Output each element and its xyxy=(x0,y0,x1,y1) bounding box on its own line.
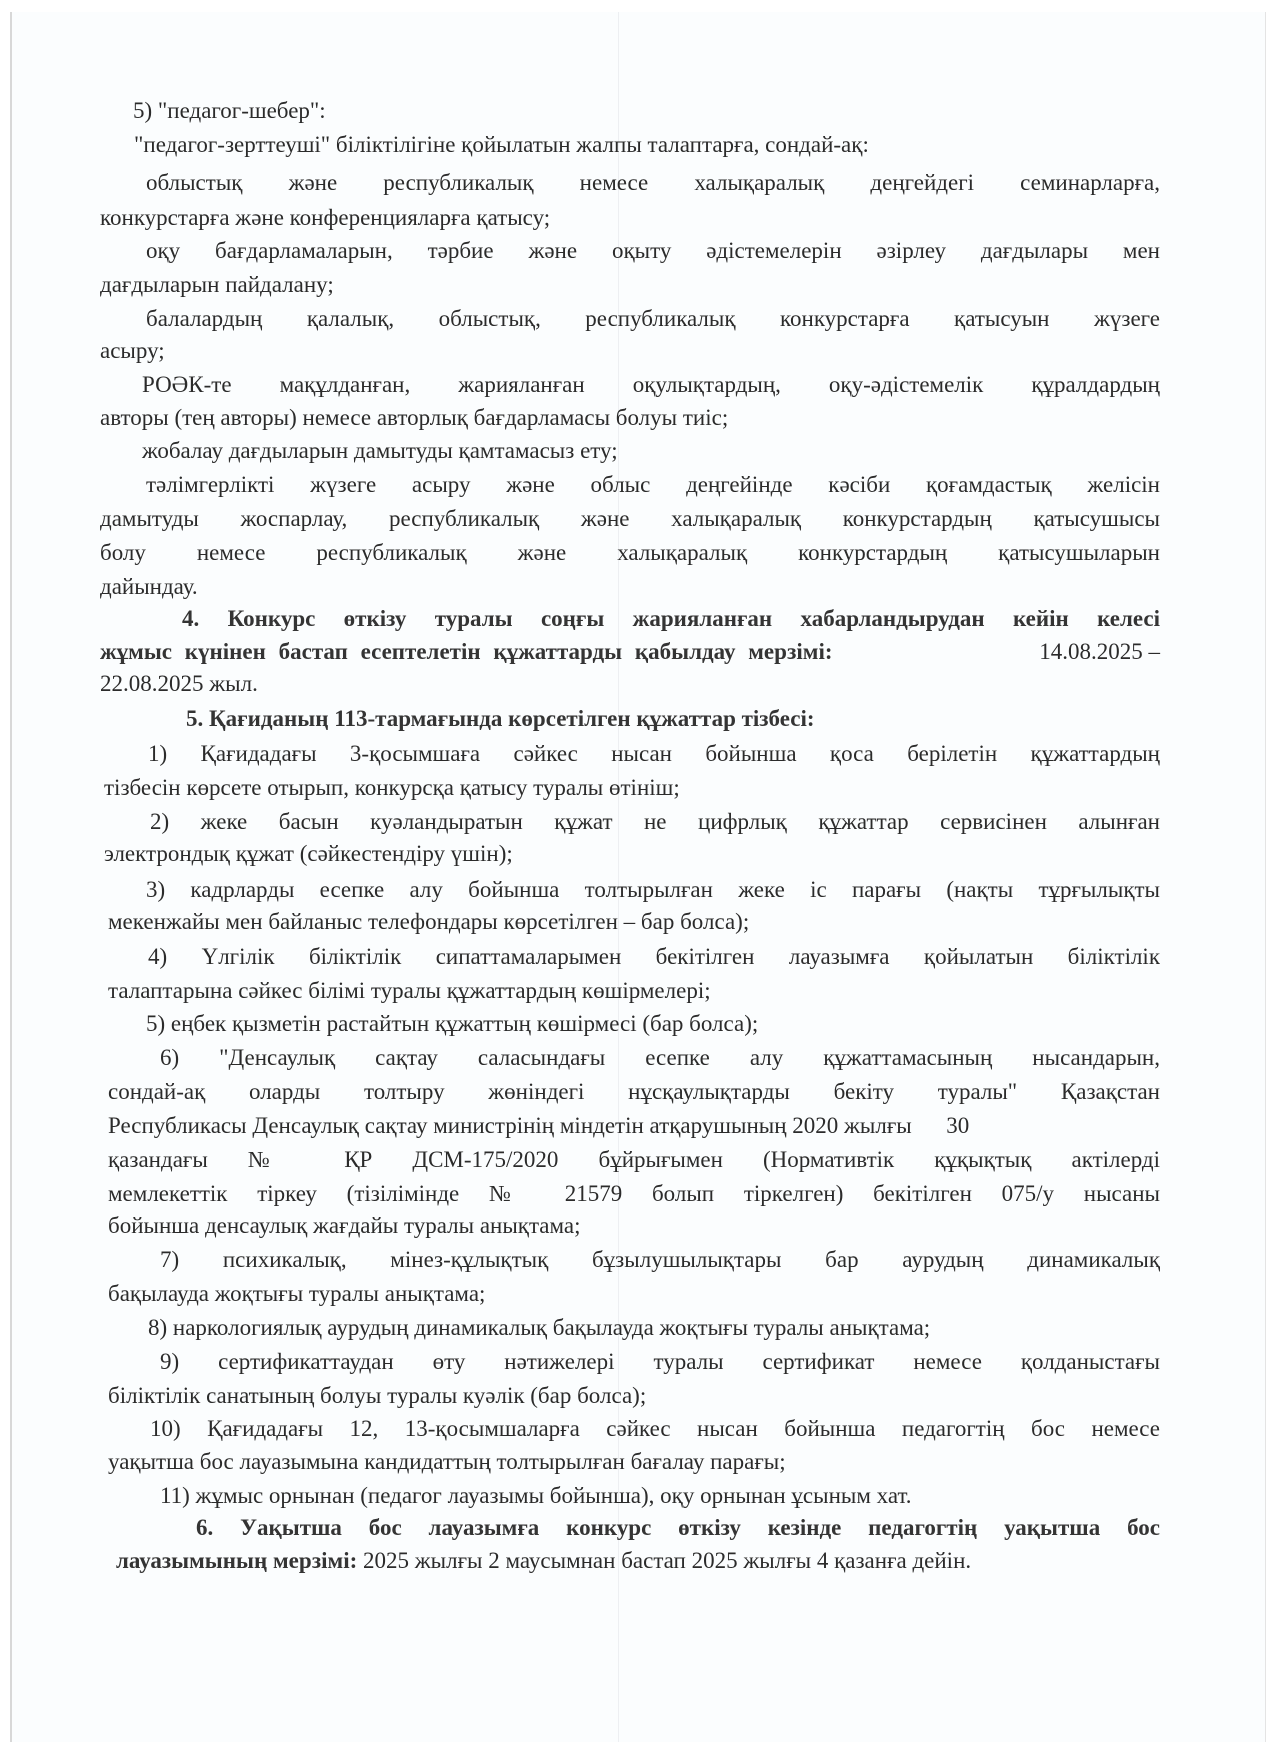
doc-item-6-line-3: Республикасы Денсаулық сақтау министрінің міндетін атқарушының 2020 жылғы 30 xyxy=(108,1113,970,1138)
point-6-bold-2: лауазымының мерзімі: xyxy=(116,1548,358,1573)
point-4-dates-start: 14.08.2025 – xyxy=(1039,639,1160,664)
master-item-1-line-2: конкурстарға және конференцияларға қатысу; xyxy=(100,205,551,230)
doc-item-6-line-2: сондай-ақ оларды толтыру жөніндегі нұсқаулықтарды бекіту туралы" Қазақстан xyxy=(108,1079,1160,1104)
master-item-2-line-1: оқу бағдарламаларын, тәрбие және оқыту әдістемелерін әзірлеу дағдылары мен xyxy=(146,238,1160,263)
point-4-bold-2: жұмыс күнінен бастап есептелетін құжаттарды қабылдау мерзімі: xyxy=(100,639,833,664)
point-6-heading-line-1 xyxy=(196,1514,1160,1542)
doc-item-2-line-2: электрондық құжат (сәйкестендіру үшін); xyxy=(104,841,513,866)
master-intro: "педагог-зерттеуші" біліктілігіне қойылатын жалпы талаптарға, сондай-ақ: xyxy=(134,132,869,157)
master-item-4-line-1: РОӘК-те мақұлданған, жарияланған оқулықтардың, оқу-әдістемелік құралдардың xyxy=(142,372,1160,397)
master-title: 5) "педагог-шебер": xyxy=(133,98,326,123)
master-item-5-line-1: жобалау дағдыларын дамытуды қамтамасыз ету; xyxy=(142,438,618,463)
doc-item-9-line-2: біліктілік санатының болуы туралы куәлік (бар болса); xyxy=(108,1383,647,1408)
doc-item-3-line-2: мекенжайы мен байланыс телефондары көрсетілген – бар болса); xyxy=(108,909,750,934)
doc-item-1-line-2: тізбесін көрсете отырып, конкурсқа қатысу туралы өтініш; xyxy=(104,775,680,800)
doc-item-5-line-1: 5) еңбек қызметін растайтын құжаттың көшірмесі (бар болса); xyxy=(146,1011,759,1036)
doc-item-6-line-6: бойынша денсаулық жағдайы туралы анықтама; xyxy=(108,1213,581,1238)
doc-item-7-line-1: 7) психикалық, мінез-құлықтық бұзылушылықтары бар аурудың динамикалық xyxy=(160,1247,1160,1272)
doc-item-7-line-2: бақылауда жоқтығы туралы анықтама; xyxy=(108,1281,486,1306)
point-6-heading-line-2 xyxy=(116,1547,971,1575)
master-item-3-line-1: балалардың қалалық, облыстық, республикалық конкурстарға қатысуын жүзеге xyxy=(146,306,1160,331)
master-item-2-line-2: дағдыларын пайдалану; xyxy=(100,272,334,297)
point-4-dates-end: 22.08.2025 жыл. xyxy=(100,671,258,696)
doc-item-4-line-1: 4) Үлгілік біліктілік сипаттамаларымен бекітілген лауазымға қойылатын біліктілік xyxy=(148,944,1160,969)
doc-item-3-line-1: 3) кадрларды есепке алу бойынша толтырылған жеке іс парағы (нақты тұрғылықты xyxy=(146,877,1160,902)
point-5-heading xyxy=(186,705,815,733)
doc-item-8-line-1: 8) наркологиялық аурудың динамикалық бақылауда жоқтығы туралы анықтама; xyxy=(148,1315,931,1340)
point-6-bold-1: 6. Уақытша бос лауазымға конкурс өткізу кезінде педагогтің уақытша бос xyxy=(196,1515,1160,1540)
master-item-6-line-4: дайындау. xyxy=(100,574,198,599)
point-4-bold-1: 4. Конкурс өткізу туралы соңғы жарияланған хабарландырудан кейін келесі xyxy=(182,606,1160,631)
master-item-6-line-3: болу немесе республикалық және халықаралық конкурстардың қатысушыларын xyxy=(100,540,1160,565)
doc-item-4-line-2: талаптарына сәйкес білімі туралы құжаттардың көшірмелері; xyxy=(108,978,711,1003)
doc-item-2-line-1: 2) жеке басын куәландыратын құжат не цифрлық құжаттар сервисінен алынған xyxy=(150,809,1160,834)
doc-item-6-line-5: мемлекеттік тіркеу (тізілімінде № 21579 болып тіркелген) бекітілген 075/у нысаны xyxy=(108,1181,1160,1206)
point-4-heading-line-2 xyxy=(100,638,1160,666)
doc-item-1-line-1: 1) Қағидадағы 3-қосымшаға сәйкес нысан бойынша қоса берілетін құжаттардың xyxy=(148,741,1160,766)
doc-item-10-line-2: уақытша бос лауазымына кандидаттың толтырылған бағалау парағы; xyxy=(108,1449,786,1474)
master-item-4-line-2: авторы (тең авторы) немесе авторлық бағдарламасы болуы тиіс; xyxy=(100,405,729,430)
doc-item-6-line-4: қазандағы № ҚР ДСМ-175/2020 бұйрығымен (Нормативтік құқықтық актілерді xyxy=(108,1147,1160,1172)
master-item-6-line-2: дамытуды жоспарлау, республикалық және халықаралық конкурстардың қатысушысы xyxy=(100,506,1160,531)
master-item-6-line-1: тәлімгерлікті жүзеге асыру және облыс деңгейінде кәсіби қоғамдастық желісін xyxy=(146,472,1160,497)
doc-item-11-line-1: 11) жұмыс орнынан (педагог лауазымы бойынша), оқу орнынан ұсыным хат. xyxy=(160,1483,912,1508)
master-item-3-line-2: асыру; xyxy=(100,338,165,363)
doc-item-6-line-1: 6) "Денсаулық сақтау саласындағы есепке алу құжаттамасының нысандарын, xyxy=(160,1045,1160,1070)
point-6-period: 2025 жылғы 2 маусымнан бастап 2025 жылғы 4 қазанға дейін. xyxy=(363,1548,972,1573)
master-item-1-line-1: облыстық және республикалық немесе халықаралық деңгейдегі семинарларға, xyxy=(146,170,1160,195)
point-4-heading-line-1 xyxy=(182,605,1160,633)
doc-item-9-line-1: 9) сертификаттаудан өту нәтижелері туралы сертификат немесе қолданыстағы xyxy=(160,1349,1160,1374)
point-5-heading-text: 5. Қағиданың 113-тармағында көрсетілген құжаттар тізбесі: xyxy=(186,706,815,731)
doc-item-10-line-1: 10) Қағидадағы 12, 13-қосымшаларға сәйкес нысан бойынша педагогтің бос немесе xyxy=(150,1416,1160,1441)
